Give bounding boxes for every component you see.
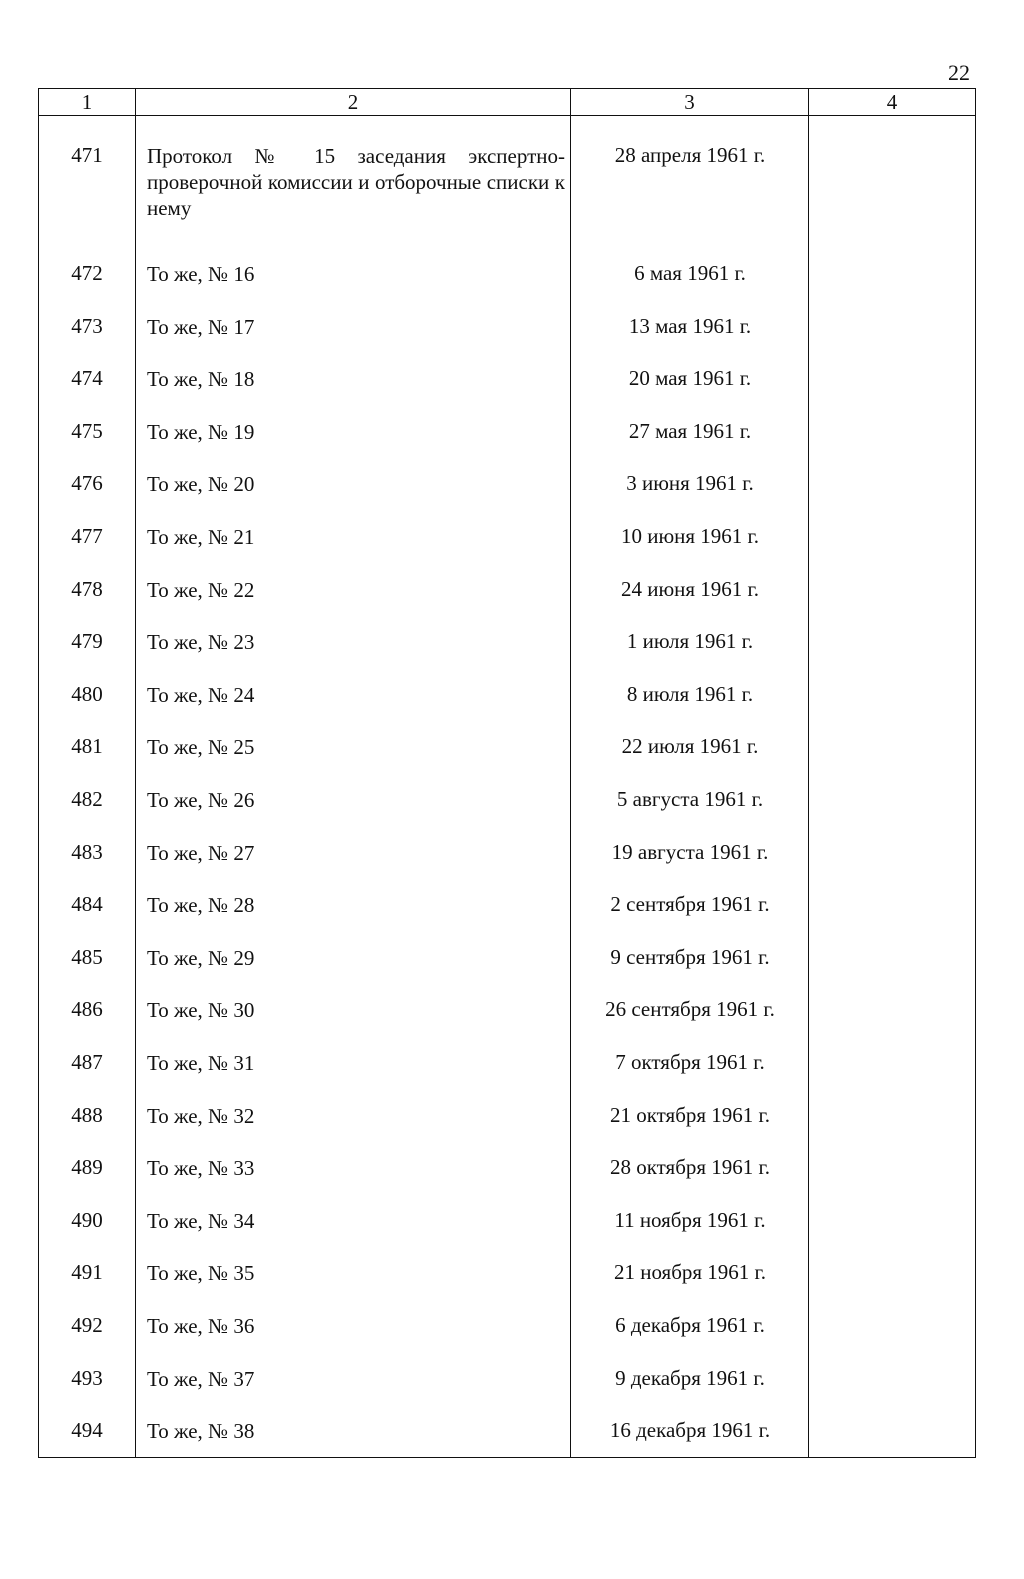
row-title: То же, № 38 <box>147 1419 255 1444</box>
row-date: 1 июля 1961 г. <box>626 629 754 654</box>
row-number: 474 <box>71 366 103 391</box>
row-date: 3 июня 1961 г. <box>626 471 754 496</box>
column-header: 2 <box>347 90 359 114</box>
row-number: 484 <box>71 892 103 917</box>
row-number: 478 <box>71 576 103 601</box>
row-number: 494 <box>71 1418 103 1443</box>
row-title: То же, № 35 <box>147 1261 255 1286</box>
row-title: То же, № 37 <box>147 1366 255 1391</box>
row-date: 11 ноября 1961 г. <box>614 1207 766 1232</box>
row-date: 10 июня 1961 г. <box>620 524 760 548</box>
row-title: То же, № 23 <box>147 630 255 655</box>
column-header: 4 <box>886 90 898 114</box>
column-divider <box>570 89 571 1457</box>
row-number: 480 <box>71 681 103 706</box>
row-title: То же, № 21 <box>147 525 255 549</box>
row-number: 488 <box>71 1102 103 1127</box>
row-date: 13 мая 1961 г. <box>628 313 752 338</box>
row-date: 6 мая 1961 г. <box>634 261 746 285</box>
register-table <box>38 88 976 1458</box>
row-title: То же, № 17 <box>147 314 255 339</box>
row-date: 27 мая 1961 г. <box>628 418 752 443</box>
row-number: 487 <box>71 1050 103 1074</box>
row-date: 8 июля 1961 г. <box>626 681 754 706</box>
row-title: То же, № 31 <box>147 1051 255 1075</box>
column-header: 3 <box>684 90 695 114</box>
row-number: 477 <box>71 524 103 548</box>
row-date: 26 сентября 1961 г. <box>605 997 775 1022</box>
row-title: То же, № 19 <box>147 419 255 444</box>
row-date: 6 декабря 1961 г. <box>615 1313 765 1337</box>
row-title: То же, № 28 <box>147 893 255 918</box>
row-title: То же, № 16 <box>147 262 255 286</box>
row-number: 479 <box>71 629 103 654</box>
row-number: 476 <box>71 471 103 496</box>
row-number: 472 <box>71 261 103 285</box>
row-title: То же, № 34 <box>147 1208 255 1233</box>
row-title: То же, № 20 <box>147 472 255 497</box>
row-date: 28 октября 1961 г. <box>609 1155 771 1180</box>
row-title: То же, № 33 <box>147 1156 255 1181</box>
column-divider <box>808 89 809 1457</box>
row-number: 486 <box>71 997 103 1022</box>
row-number: 491 <box>71 1260 103 1285</box>
row-number: 483 <box>71 839 103 864</box>
row-number: 481 <box>71 734 103 759</box>
row-number: 490 <box>71 1207 103 1232</box>
row-title: То же, № 24 <box>147 682 255 707</box>
row-title: То же, № 36 <box>147 1314 255 1338</box>
row-number: 475 <box>71 418 103 443</box>
row-date: 24 июня 1961 г. <box>620 576 760 601</box>
row-title: То же, № 27 <box>147 840 255 865</box>
row-title: То же, № 29 <box>147 945 255 970</box>
row-title: То же, № 30 <box>147 998 255 1023</box>
row-date: 2 сентября 1961 г. <box>610 892 770 917</box>
row-number: 473 <box>71 313 103 338</box>
row-title: То же, № 25 <box>147 735 255 760</box>
row-number: 493 <box>71 1365 103 1390</box>
row-title: То же, № 22 <box>147 577 255 602</box>
row-date: 9 сентября 1961 г. <box>610 944 770 969</box>
row-date: 16 декабря 1961 г. <box>609 1418 771 1443</box>
column-divider <box>135 89 136 1457</box>
row-date: 21 октября 1961 г. <box>609 1102 771 1127</box>
row-number: 489 <box>71 1155 103 1180</box>
row-number: 482 <box>71 787 103 811</box>
row-date: 7 октября 1961 г. <box>615 1050 765 1074</box>
row-date: 28 апреля 1961 г. <box>614 143 766 167</box>
row-title: Протокол № 15 заседания экспертно-проверочной комиссии и отборочные списки к нему <box>147 144 565 220</box>
row-number: 471 <box>71 143 103 167</box>
row-title: То же, № 26 <box>147 788 255 812</box>
row-date: 9 декабря 1961 г. <box>615 1365 765 1390</box>
row-title: То же, № 18 <box>147 367 255 392</box>
row-date: 5 августа 1961 г. <box>616 787 764 811</box>
row-number: 492 <box>71 1313 103 1337</box>
row-number: 485 <box>71 944 103 969</box>
table-header <box>39 89 975 116</box>
row-date: 22 июля 1961 г. <box>621 734 759 759</box>
row-date: 21 ноября 1961 г. <box>613 1260 767 1285</box>
column-header: 1 <box>81 90 93 114</box>
row-title: То же, № 32 <box>147 1103 255 1128</box>
page-number: 22 <box>948 60 970 85</box>
row-date: 20 мая 1961 г. <box>628 366 752 391</box>
row-date: 19 августа 1961 г. <box>611 839 769 864</box>
